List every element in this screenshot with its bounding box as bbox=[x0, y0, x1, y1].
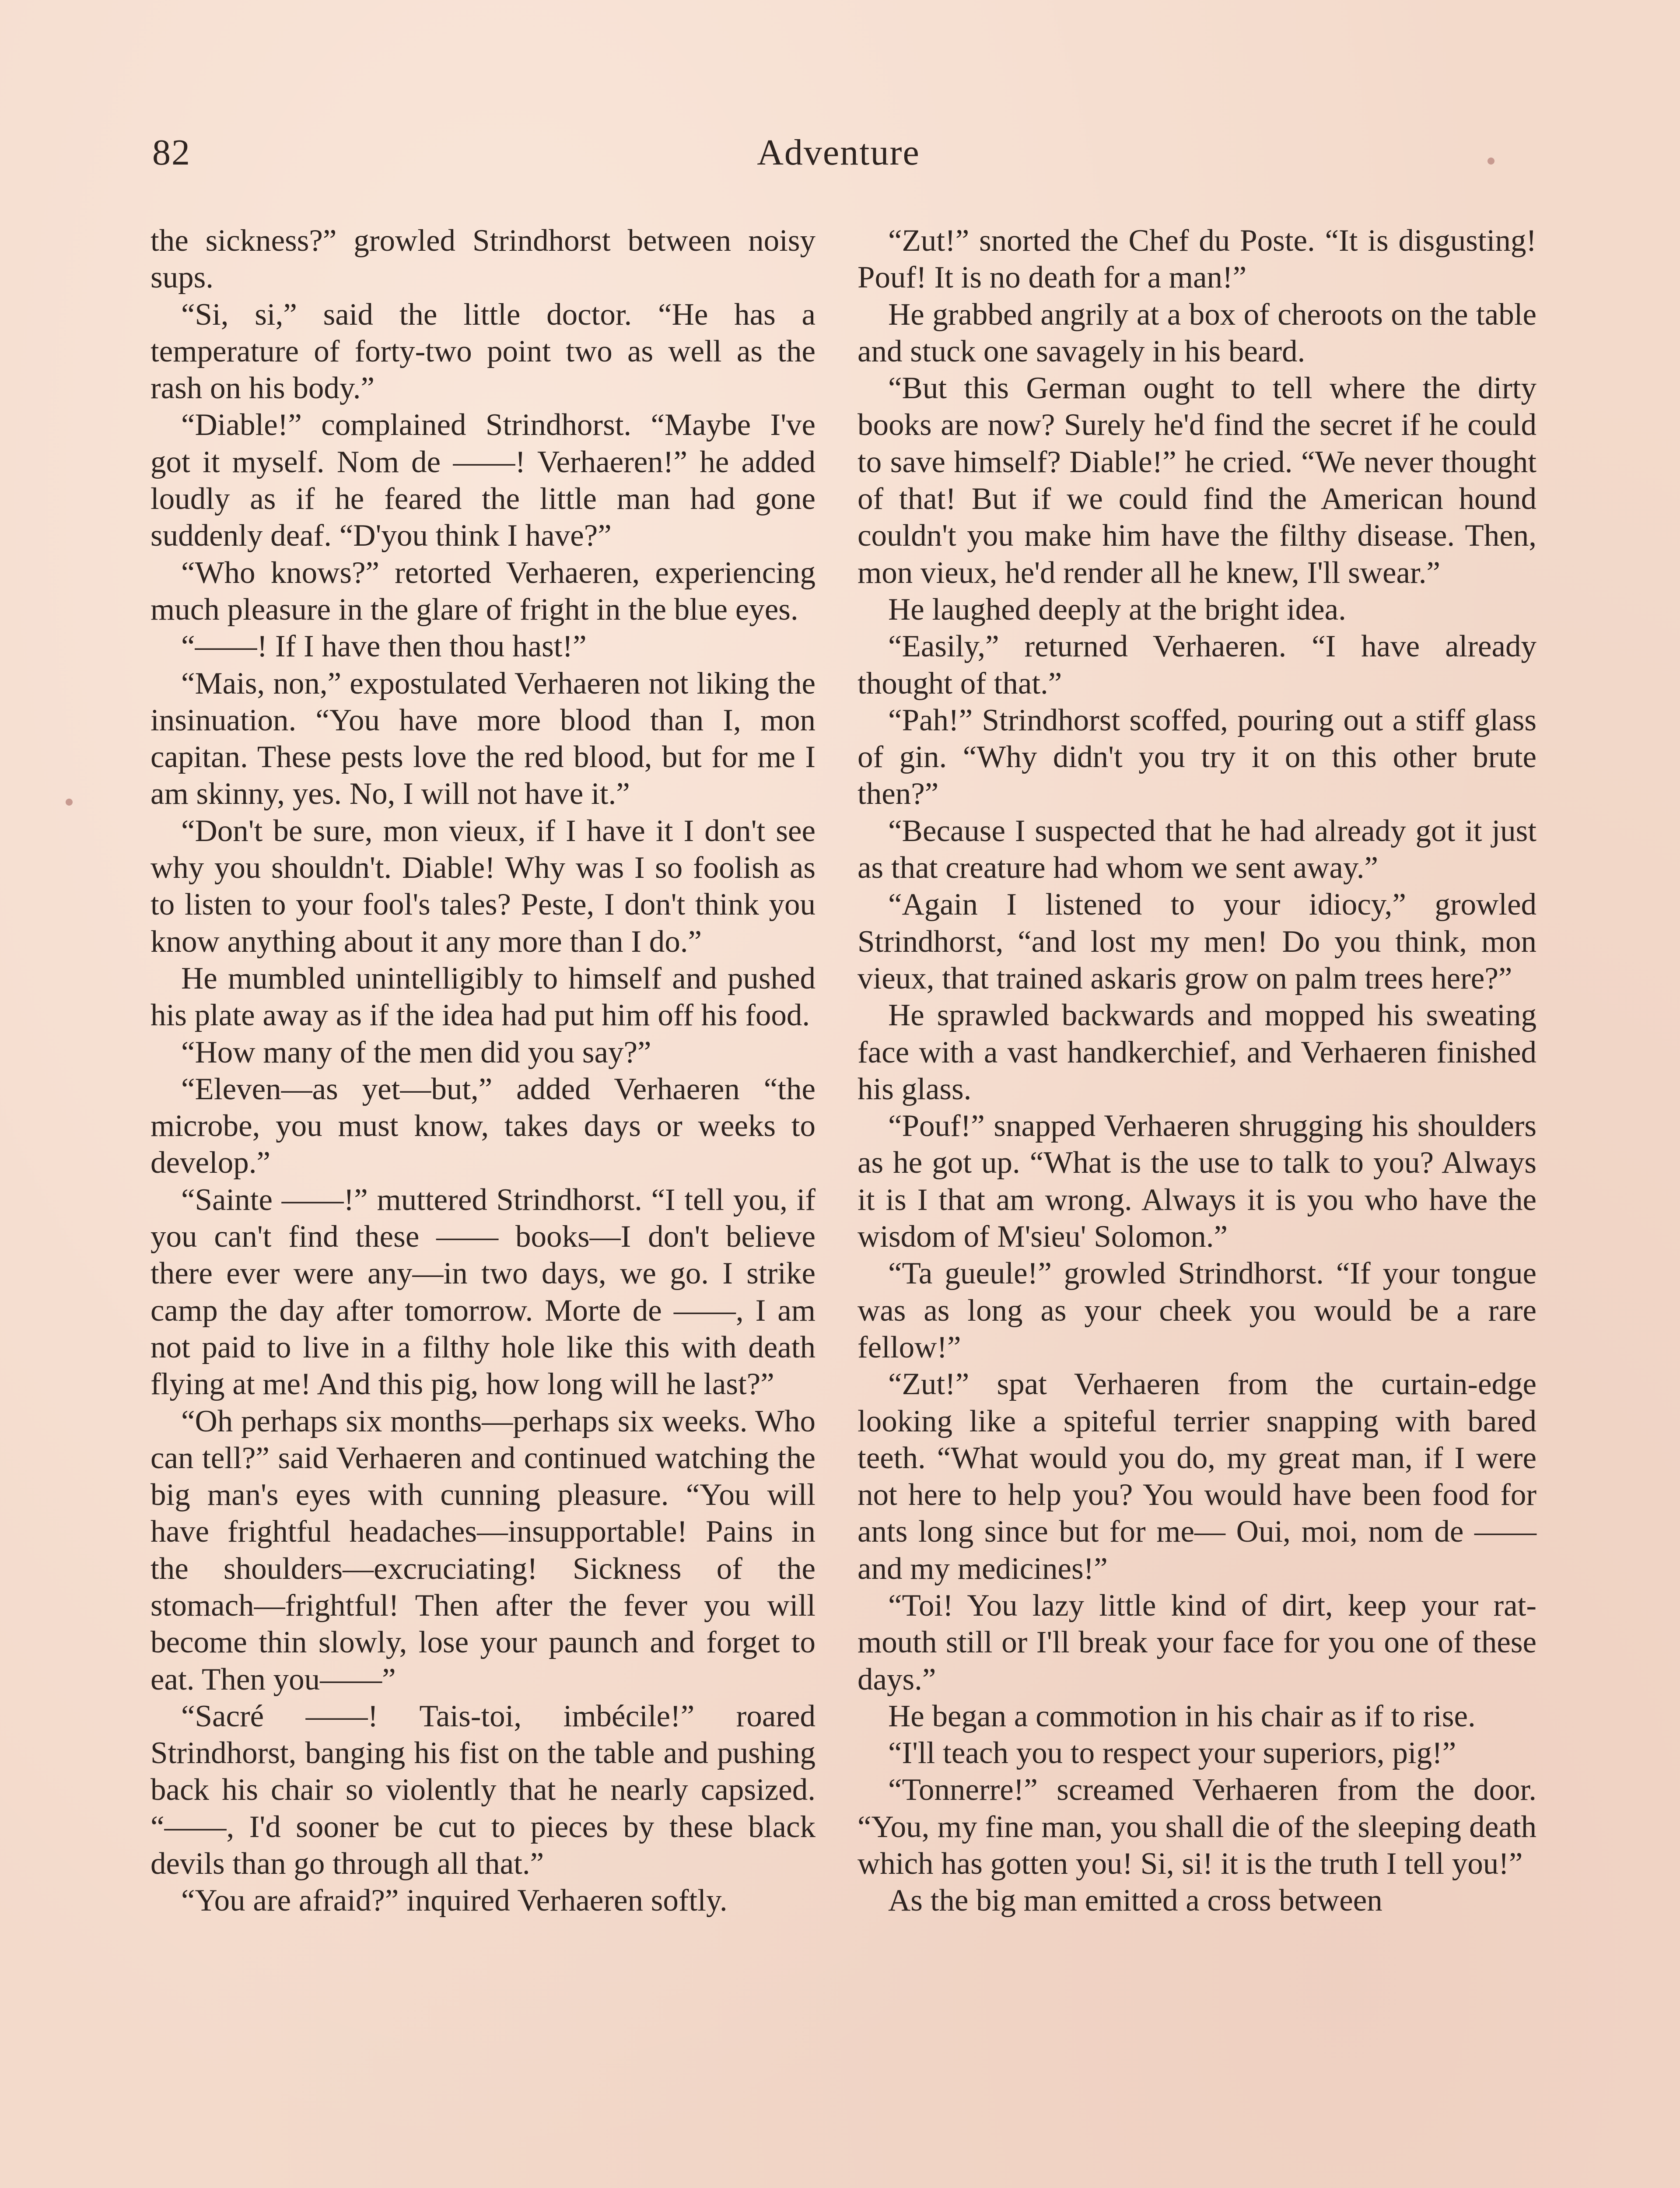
paragraph: “Eleven—as yet—but,” added Verhaeren “the microbe, you must know, takes days or weeks to develop.” bbox=[150, 1072, 816, 1180]
paragraph: He sprawled backwards and mopped his sweating face with a vast handkerchief, and Verhaeren finished his glass. bbox=[858, 998, 1536, 1106]
paragraph: As the big man emitted a cross between bbox=[888, 1883, 1382, 1918]
paragraph: He laughed deeply at the bright idea. bbox=[888, 592, 1346, 627]
paragraph: “Zut!” spat Verhaeren from the curtain-edge looking like a spiteful terrier snapping with bared teeth. “What would you do, my great man, if I were not here to help you? You would have been food for ants long since but for me— Oui, moi, nom de —— and my medicines!” bbox=[858, 1367, 1536, 1586]
paragraph: “I'll teach you to respect your superiors, pig!” bbox=[888, 1736, 1456, 1771]
paragraph: “Don't be sure, mon vieux, if I have it I don't see why you shouldn't. Diable! Why was I so foolish as to listen to your fool's tales? Peste, I don't think you know anything about it any more than I do.” bbox=[150, 813, 816, 959]
paragraph: “Oh perhaps six months—perhaps six weeks. Who can tell?” said Verhaeren and continued watching the big man's eyes with cunning pleasure. “You will have frightful headaches—insupportable! Pains in the shoulders—excruciating! Sickness of the stomach—frightful! Then after the fever you will become thin slowly, lose your paunch and forget to eat. Then you——” bbox=[150, 1404, 816, 1697]
paragraph: “You are afraid?” inquired Verhaeren softly. bbox=[181, 1883, 728, 1918]
paper-speck bbox=[1488, 158, 1494, 165]
paragraph: “Because I suspected that he had already got it just as that creature had whom we sent away.” bbox=[858, 813, 1536, 885]
paragraph: “Ta gueule!” growled Strindhorst. “If your tongue was as long as your cheek you would be a rare fellow!” bbox=[858, 1256, 1536, 1364]
paragraph: “Sainte ——!” muttered Strindhorst. “I tell you, if you can't find these —— books—I don't believe there ever were any—in two days, we go. I strike camp the day after tomorrow. Morte de ——, I am not paid to live in a filthy hole like this with death flying at me! And this pig, how long will he last?” bbox=[150, 1182, 816, 1402]
page-number: 82 bbox=[152, 132, 191, 173]
paragraph: the sickness?” growled Strindhorst between noisy sups. bbox=[150, 224, 816, 295]
paragraph: “Diable!” complained Strindhorst. “Maybe I've got it myself. Nom de ——! Verhaeren!” he added loudly as if he feared the little man had gone suddenly deaf. “D'you think I have?” bbox=[150, 408, 816, 553]
left-column bbox=[150, 222, 816, 1919]
paragraph: “How many of the men did you say?” bbox=[181, 1035, 651, 1069]
running-header bbox=[152, 131, 1525, 184]
paragraph: He mumbled unintelligibly to himself and pushed his plate away as if the idea had put him off his food. bbox=[150, 961, 816, 1033]
paragraph: “Si, si,” said the little doctor. “He has a temperature of forty-two point two as well as the rash on his body.” bbox=[150, 297, 816, 406]
paragraph: “Again I listened to your idiocy,” growled Strindhorst, “and lost my men! Do you think, mon vieux, that trained askaris grow on palm trees here?” bbox=[858, 887, 1536, 996]
running-title: Adventure bbox=[757, 132, 920, 173]
paragraph: “But this German ought to tell where the dirty books are now? Surely he'd find the secret if he could to save himself? Diable!” he cried. “We never thought of that! But if we could find the American hound couldn't you make him have the filthy disease. Then, mon vieux, he'd render all he knew, I'll swear.” bbox=[858, 371, 1536, 590]
paragraph: “Toi! You lazy little kind of dirt, keep your rat-mouth still or I'll break your face for you one of these days.” bbox=[858, 1588, 1536, 1697]
paragraph: “——! If I have then thou hast!” bbox=[181, 629, 587, 664]
right-column bbox=[858, 222, 1536, 1919]
paper-speck bbox=[66, 799, 73, 806]
paragraph: “Sacré ——! Tais-toi, imbécile!” roared Strindhorst, banging his fist on the table and pushing back his chair so violently that he nearly capsized. “——, I'd sooner be cut to pieces by these black devils than go through all that.” bbox=[150, 1699, 816, 1881]
paragraph: “Pah!” Strindhorst scoffed, pouring out a stiff glass of gin. “Why didn't you try it on this other brute then?” bbox=[858, 703, 1536, 811]
paragraph: He began a commotion in his chair as if to rise. bbox=[888, 1699, 1476, 1733]
paragraph: “Who knows?” retorted Verhaeren, experiencing much pleasure in the glare of fright in the blue eyes. bbox=[150, 555, 816, 627]
paragraph: “Zut!” snorted the Chef du Poste. “It is disgusting! Pouf! It is no death for a man!” bbox=[858, 224, 1536, 295]
paragraph: “Easily,” returned Verhaeren. “I have already thought of that.” bbox=[858, 629, 1536, 701]
paragraph: “Mais, non,” expostulated Verhaeren not liking the insinuation. “You have more blood than I, mon capitan. These pests love the red blood, but for me I am skinny, yes. No, I will not have it.” bbox=[150, 666, 816, 811]
paragraph: “Pouf!” snapped Verhaeren shrugging his shoulders as he got up. “What is the use to talk to you? Always it is I that am wrong. Always it is you who have the wisdom of M'sieu' Solomon.” bbox=[858, 1109, 1536, 1254]
paragraph: “Tonnerre!” screamed Verhaeren from the door. “You, my fine man, you shall die of the sleeping death which has gotten you! Si, si! it is the truth I tell you!” bbox=[858, 1773, 1536, 1881]
paragraph: He grabbed angrily at a box of cheroots on the table and stuck one savagely in his beard. bbox=[858, 297, 1536, 368]
